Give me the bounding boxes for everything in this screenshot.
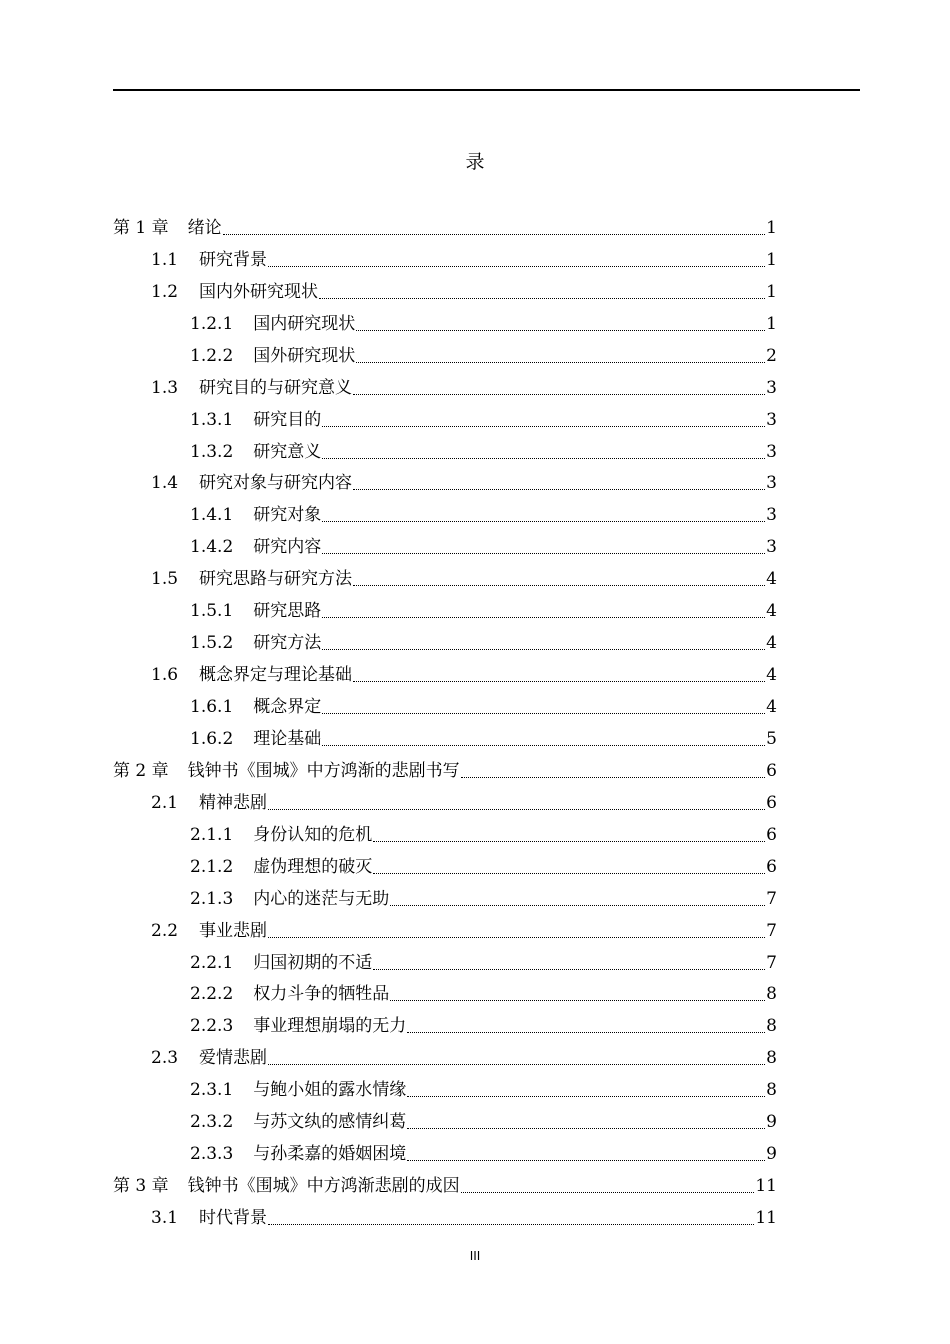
- toc-entry-title: 概念界定: [253, 697, 322, 718]
- toc-entry[interactable]: [113, 1106, 777, 1138]
- toc-entry-number: 3.1: [151, 1208, 179, 1229]
- toc-entry[interactable]: [113, 947, 777, 979]
- toc-entry-title: 身份认知的危机: [253, 824, 373, 845]
- dot-leader: [223, 234, 766, 235]
- toc-entry-number: 2.3: [151, 1048, 179, 1069]
- toc-entry-page: 1: [766, 281, 777, 302]
- toc-entry-page: 7: [766, 952, 777, 973]
- toc-entry-title: 研究目的与研究意义: [199, 377, 353, 398]
- dot-leader: [353, 394, 765, 395]
- toc-entry-title: 钱钟书《围城》中方鸿渐的悲剧书写: [187, 760, 460, 781]
- toc-entry-page: 8: [766, 1048, 777, 1069]
- toc-entry-number: 2.1.2: [190, 856, 234, 877]
- dot-leader: [353, 681, 765, 682]
- toc-entry-number: 1.5.2: [190, 633, 234, 654]
- toc-entry[interactable]: [113, 372, 777, 404]
- toc-entry-title: 研究方法: [253, 633, 322, 654]
- toc-entry[interactable]: [113, 723, 777, 755]
- toc-entry-title: 研究思路: [253, 601, 322, 622]
- toc-entry-page: 11: [755, 1176, 777, 1197]
- dot-leader: [390, 905, 765, 906]
- toc-entry-number: 第 3 章: [113, 1176, 169, 1197]
- dot-leader: [322, 649, 765, 650]
- toc-entry-number: 1.2: [151, 281, 179, 302]
- toc-entry-title: 与鲍小姐的露水情缘: [253, 1080, 407, 1101]
- page-number: III: [469, 1249, 481, 1263]
- toc-entry-page: 9: [766, 1112, 777, 1133]
- toc-entry-page: 2: [766, 345, 777, 366]
- toc-entry[interactable]: [113, 627, 777, 659]
- toc-entry-number: 2.1.3: [190, 888, 234, 909]
- toc-entry-number: 第 1 章: [113, 217, 169, 238]
- toc-entry[interactable]: [113, 436, 777, 468]
- toc-entry-title: 研究内容: [253, 537, 322, 558]
- toc-entry-number: 1.4: [151, 473, 179, 494]
- toc-entry-number: 2.3.3: [190, 1144, 234, 1165]
- toc-entry-page: 7: [766, 888, 777, 909]
- toc-entry-page: 8: [766, 1016, 777, 1037]
- toc-entry-title: 归国初期的不适: [253, 952, 373, 973]
- toc-entry-page: 1: [766, 313, 777, 334]
- toc-entry-page: 3: [766, 473, 777, 494]
- dot-leader: [373, 969, 765, 970]
- toc-entry-title: 研究思路与研究方法: [199, 569, 353, 590]
- toc-entry-page: 4: [766, 601, 777, 622]
- toc-entry[interactable]: [113, 1138, 777, 1170]
- toc-entry-page: 3: [766, 505, 777, 526]
- toc-entry[interactable]: [113, 244, 777, 276]
- toc-entry-number: 1.5.1: [190, 601, 234, 622]
- toc-entry-page: 8: [766, 984, 777, 1005]
- dot-leader: [461, 1192, 755, 1193]
- dot-leader: [268, 937, 765, 938]
- dot-leader: [268, 266, 765, 267]
- toc-entry[interactable]: [113, 595, 777, 627]
- toc-entry[interactable]: [113, 531, 777, 563]
- toc-entry-title: 时代背景: [199, 1208, 268, 1229]
- toc-entry-title: 国内研究现状: [253, 313, 356, 334]
- toc-entry-number: 1.2.2: [190, 345, 234, 366]
- dot-leader: [268, 809, 765, 810]
- toc-entry-number: 2.3.1: [190, 1080, 234, 1101]
- dot-leader: [322, 617, 765, 618]
- toc-entry-number: 1.3: [151, 377, 179, 398]
- dot-leader: [461, 777, 766, 778]
- dot-leader: [268, 1064, 765, 1065]
- toc-entry[interactable]: [113, 1074, 777, 1106]
- table-of-contents: [113, 212, 777, 1234]
- toc-entry-title: 钱钟书《围城》中方鸿渐悲剧的成因: [187, 1176, 460, 1197]
- toc-entry[interactable]: [113, 883, 777, 915]
- toc-entry[interactable]: [113, 659, 777, 691]
- toc-entry-title: 精神悲剧: [199, 792, 268, 813]
- toc-entry-title: 虚伪理想的破灭: [253, 856, 373, 877]
- toc-entry[interactable]: [113, 851, 777, 883]
- toc-entry-number: 2.2.1: [190, 952, 234, 973]
- toc-entry-number: 2.1.1: [190, 824, 234, 845]
- toc-entry[interactable]: [113, 691, 777, 723]
- toc-entry-number: 2.2: [151, 920, 179, 941]
- dot-leader: [322, 745, 765, 746]
- toc-entry[interactable]: [113, 1010, 777, 1042]
- toc-entry-page: 4: [766, 569, 777, 590]
- toc-entry-number: 1.3.1: [190, 409, 234, 430]
- dot-leader: [407, 1032, 765, 1033]
- toc-entry-number: 第 2 章: [113, 760, 169, 781]
- toc-entry-number: 1.3.2: [190, 441, 234, 462]
- dot-leader: [322, 458, 765, 459]
- toc-entry-number: 1.6.2: [190, 728, 234, 749]
- toc-entry[interactable]: [113, 819, 777, 851]
- toc-entry[interactable]: [113, 915, 777, 947]
- toc-entry-title: 研究目的: [253, 409, 322, 430]
- toc-entry-page: 3: [766, 537, 777, 558]
- toc-entry-number: 2.2.3: [190, 1016, 234, 1037]
- dot-leader: [356, 362, 765, 363]
- toc-entry[interactable]: [113, 308, 777, 340]
- toc-entry-page: 7: [766, 920, 777, 941]
- dot-leader: [319, 298, 765, 299]
- toc-entry-number: 2.1: [151, 792, 179, 813]
- toc-entry-number: 2.3.2: [190, 1112, 234, 1133]
- dot-leader: [407, 1128, 765, 1129]
- toc-entry-title: 内心的迷茫与无助: [253, 888, 390, 909]
- toc-entry-page: 8: [766, 1080, 777, 1101]
- toc-entry-page: 4: [766, 633, 777, 654]
- dot-leader: [353, 585, 765, 586]
- toc-entry-number: 1.1: [151, 249, 179, 270]
- toc-entry-title: 概念界定与理论基础: [199, 665, 353, 686]
- toc-entry-title: 与孙柔嘉的婚姻困境: [253, 1144, 407, 1165]
- toc-entry[interactable]: [113, 468, 777, 500]
- toc-entry-number: 1.2.1: [190, 313, 234, 334]
- toc-entry[interactable]: [113, 1170, 777, 1202]
- toc-entry-title: 爱情悲剧: [199, 1048, 268, 1069]
- toc-entry[interactable]: [113, 787, 777, 819]
- toc-entry[interactable]: [113, 276, 777, 308]
- toc-entry-title: 国内外研究现状: [199, 281, 319, 302]
- toc-entry-page: 6: [766, 792, 777, 813]
- toc-entry-title: 理论基础: [253, 728, 322, 749]
- toc-entry-page: 6: [766, 760, 777, 781]
- toc-entry[interactable]: [113, 1042, 777, 1074]
- toc-entry-title: 事业理想崩塌的无力: [253, 1016, 407, 1037]
- toc-entry[interactable]: [113, 1202, 777, 1234]
- dot-leader: [322, 521, 765, 522]
- toc-entry-title: 绪论: [187, 217, 222, 238]
- dot-leader: [407, 1096, 765, 1097]
- dot-leader: [322, 713, 765, 714]
- toc-entry-page: 4: [766, 665, 777, 686]
- toc-entry[interactable]: [113, 979, 777, 1011]
- dot-leader: [373, 873, 765, 874]
- toc-entry-number: 1.6: [151, 665, 179, 686]
- toc-entry[interactable]: [113, 404, 777, 436]
- toc-title: 录: [465, 151, 485, 173]
- toc-entry-number: 1.4.1: [190, 505, 234, 526]
- dot-leader: [373, 841, 765, 842]
- toc-entry-title: 研究背景: [199, 249, 268, 270]
- toc-entry-title: 研究对象与研究内容: [199, 473, 353, 494]
- toc-entry-page: 6: [766, 824, 777, 845]
- toc-entry-number: 2.2.2: [190, 984, 234, 1005]
- toc-entry-title: 研究意义: [253, 441, 322, 462]
- dot-leader: [322, 426, 765, 427]
- header-rule: [113, 89, 860, 91]
- toc-entry-title: 事业悲剧: [199, 920, 268, 941]
- toc-entry-page: 11: [755, 1208, 777, 1229]
- toc-entry-title: 权力斗争的牺牲品: [253, 984, 390, 1005]
- toc-entry-page: 1: [766, 249, 777, 270]
- toc-entry-page: 4: [766, 697, 777, 718]
- toc-entry-title: 与苏文纨的感情纠葛: [253, 1112, 407, 1133]
- toc-entry[interactable]: [113, 340, 777, 372]
- dot-leader: [322, 553, 765, 554]
- toc-entry-number: 1.5: [151, 569, 179, 590]
- dot-leader: [407, 1160, 765, 1161]
- toc-entry-page: 1: [766, 217, 777, 238]
- toc-entry[interactable]: [113, 212, 777, 244]
- dot-leader: [268, 1224, 754, 1225]
- toc-entry-page: 9: [766, 1144, 777, 1165]
- toc-entry-title: 国外研究现状: [253, 345, 356, 366]
- toc-entry-title: 研究对象: [253, 505, 322, 526]
- toc-entry-page: 3: [766, 377, 777, 398]
- toc-entry[interactable]: [113, 499, 777, 531]
- toc-entry-number: 1.6.1: [190, 697, 234, 718]
- toc-entry-page: 3: [766, 409, 777, 430]
- toc-entry-page: 5: [766, 728, 777, 749]
- dot-leader: [390, 1000, 765, 1001]
- toc-entry[interactable]: [113, 563, 777, 595]
- toc-entry-page: 6: [766, 856, 777, 877]
- toc-entry[interactable]: [113, 755, 777, 787]
- dot-leader: [356, 330, 765, 331]
- toc-entry-number: 1.4.2: [190, 537, 234, 558]
- dot-leader: [353, 489, 765, 490]
- toc-entry-page: 3: [766, 441, 777, 462]
